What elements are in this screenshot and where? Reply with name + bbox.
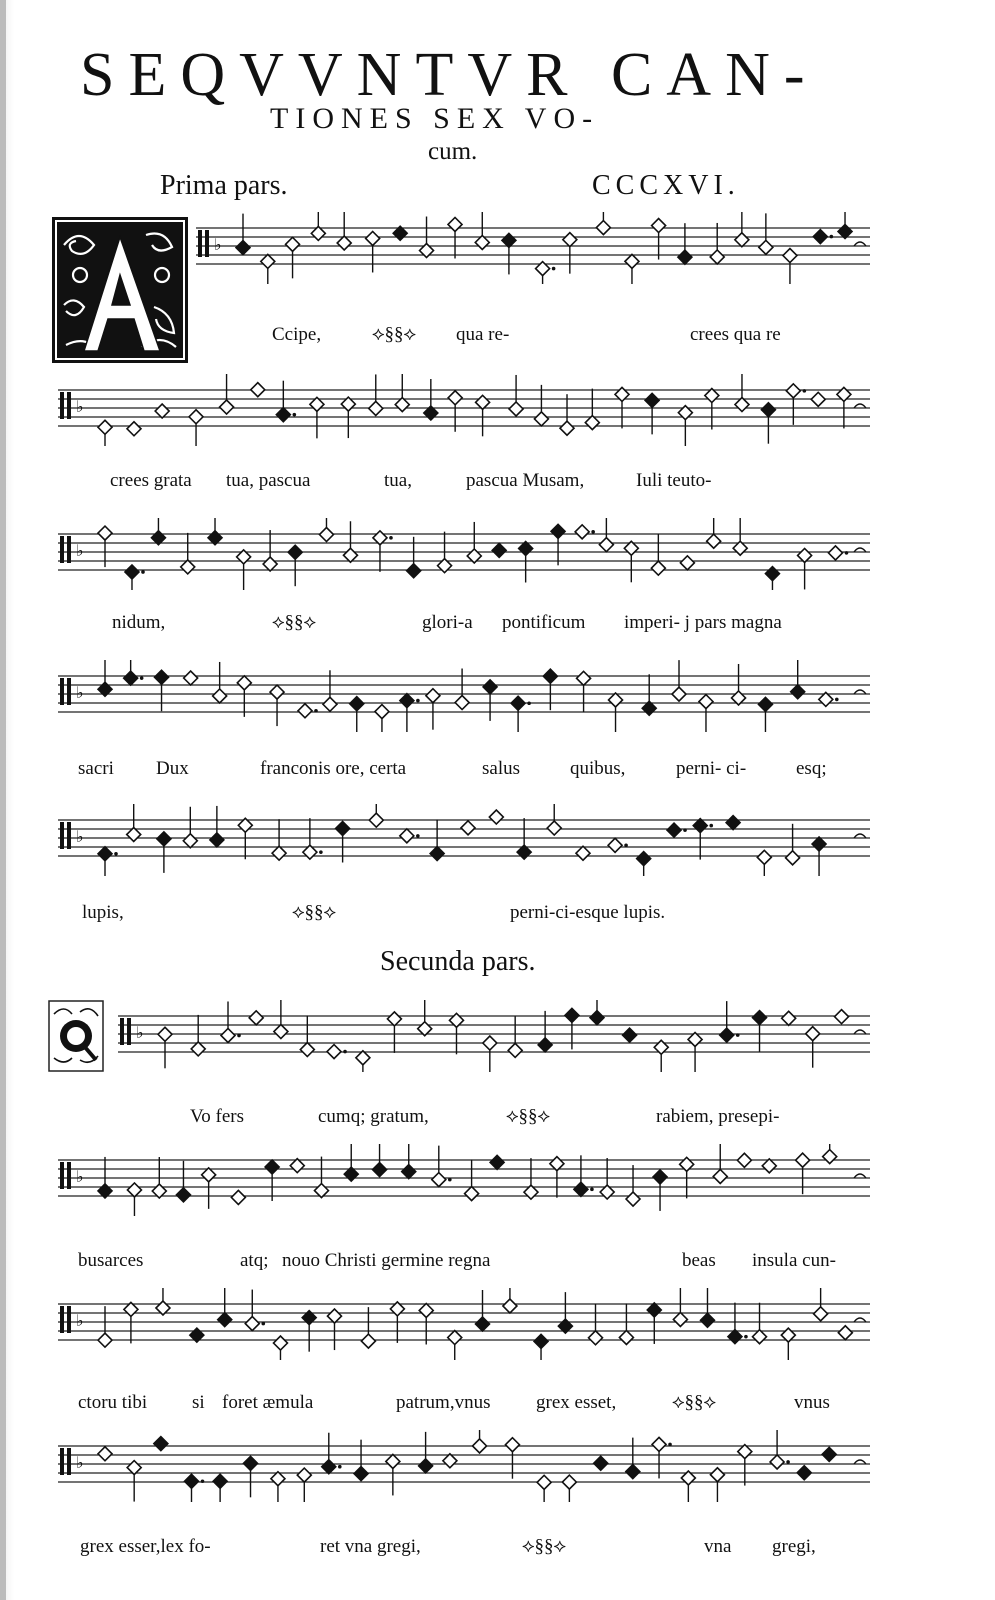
staff-4 (58, 660, 870, 732)
lyric-9-c: vna (704, 1536, 732, 1557)
secunda-pars-label: Secunda pars. (380, 946, 536, 977)
lyric-2-e: Iuli teuto- (636, 470, 712, 491)
staff-3 (58, 518, 870, 590)
lyric-9-ornament: ⟡§§⟡ (522, 1536, 567, 1557)
staff-2 (58, 374, 870, 446)
lyric-8-d: patrum,vnus (396, 1392, 491, 1413)
lyric-1-a: Ccipe, (272, 324, 322, 345)
decorated-initial-q (48, 1000, 104, 1072)
lyric-3-ornament: ⟡§§⟡ (272, 612, 317, 633)
lyric-1-ornament: ⟡§§⟡ (372, 324, 417, 345)
staff-6 (118, 1000, 870, 1072)
decorated-initial-a (50, 215, 190, 365)
lyric-8-ornament: ⟡§§⟡ (672, 1392, 717, 1413)
svg-text:♭: ♭ (76, 397, 84, 416)
svg-text:♭: ♭ (136, 1023, 144, 1042)
lyric-2-d: pascua Musam, (466, 470, 585, 491)
lyric-7-a: busarces (78, 1250, 144, 1271)
lyric-5-a: lupis, (82, 902, 124, 923)
staff-5 (58, 804, 870, 876)
lyric-4-c: franconis ore, certa (260, 758, 407, 779)
lyric-7-e: insula cun- (752, 1250, 836, 1271)
lyric-4-f: perni- ci- (676, 758, 747, 779)
lyric-4-a: sacri (78, 758, 114, 779)
lyric-9-a: grex esser,lex fo- (80, 1536, 211, 1557)
lyric-6-b: cumq; gratum, (318, 1106, 429, 1127)
lyric-4-g: esq; (796, 758, 827, 779)
lyric-8-a: ctoru tibi (78, 1392, 148, 1413)
svg-text:♭: ♭ (76, 541, 84, 560)
svg-text:♭: ♭ (76, 683, 84, 702)
lyric-8-f: vnus (794, 1392, 830, 1413)
svg-text:♭: ♭ (76, 1167, 84, 1186)
staff-8 (58, 1288, 870, 1360)
lyric-2-c: tua, (384, 470, 412, 491)
lyric-2-a: crees grata (110, 470, 192, 491)
lyric-4-b: Dux (156, 758, 189, 779)
lyric-5-ornament: ⟡§§⟡ (292, 902, 337, 923)
lyric-9-b: ret vna gregi, (320, 1536, 421, 1557)
lyric-3-b: glori-a (422, 612, 473, 633)
staff-1 (196, 212, 870, 284)
folio-number: CCCXVI. (592, 170, 740, 201)
lyric-3-c: pontificum (502, 612, 586, 633)
lyric-2-b: tua, pascua (226, 470, 311, 491)
staff-9 (58, 1430, 870, 1502)
lyric-8-b: si (192, 1392, 205, 1413)
lyric-4-d: salus (482, 758, 520, 779)
lyric-7-d: beas (682, 1250, 716, 1271)
lyric-3-a: nidum, (112, 612, 166, 633)
lyric-6-ornament: ⟡§§⟡ (506, 1106, 551, 1127)
lyric-8-e: grex esset, (536, 1392, 617, 1413)
staff-7 (58, 1144, 870, 1216)
heading-line-1: SEQVVNTVR CAN- (80, 41, 819, 109)
lyric-6-c: rabiem, presepi- (656, 1106, 780, 1127)
prima-pars-label: Prima pars. (160, 170, 288, 201)
heading-line-3: cum. (428, 138, 478, 165)
svg-text:♭: ♭ (76, 827, 84, 846)
lyric-1-c: crees qua re (690, 324, 781, 345)
lyric-4-e: quibus, (570, 758, 626, 779)
lyric-7-b: atq; (240, 1250, 269, 1271)
lyric-1-b: qua re- (456, 324, 510, 345)
heading-line-2: TIONES SEX VO- (270, 102, 600, 135)
svg-text:♭: ♭ (76, 1311, 84, 1330)
lyric-5-b: perni-ci-esque lupis. (510, 902, 666, 923)
lyric-7-c: nouo Christi germine regna (282, 1250, 491, 1271)
page-gutter-edge (0, 0, 6, 1600)
svg-text:♭: ♭ (214, 235, 222, 254)
lyric-8-c: foret æmula (222, 1392, 314, 1413)
lyric-9-d: gregi, (772, 1536, 816, 1557)
lyric-6-a: Vo fers (190, 1106, 245, 1127)
svg-text:♭: ♭ (76, 1453, 84, 1472)
lyric-3-d: imperi- j pars magna (624, 612, 782, 633)
